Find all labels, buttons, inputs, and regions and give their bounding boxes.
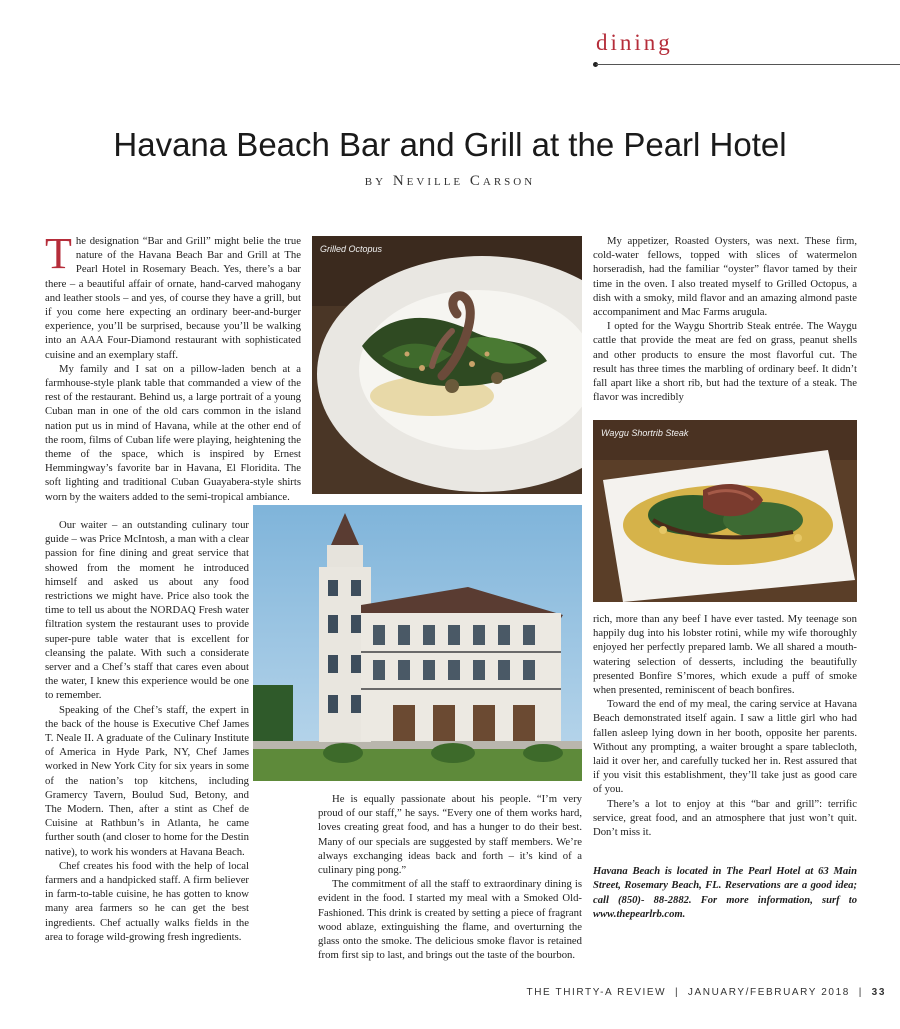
article-byline: by Neville Carson <box>364 173 536 189</box>
footer-issue: JANUARY/FEBRUARY 2018 <box>687 987 850 998</box>
photo-pearl-hotel <box>253 505 582 781</box>
page-number: 33 <box>871 987 886 998</box>
paragraph: The designation “Bar and Grill” might belie the true nature of the Havana Beach Bar and Grill at The Pearl Hotel in Rosemary Beach. Yes, there’s a bar there – a beautiful affair of ornate, hand-carved mahogany and leather stools – and yes, of course they have a grill, but if you come here expecting an ordinary beer-and-burger experience, you’ll be surprised, because you’ll be walking into an AAA Four-Diamond restaurant with sophisticated cuisine and an exemplary staff. <box>45 229 301 361</box>
paragraph: Chef creates his food with the help of local farmers and a handpicked staff. A firm believer in farm-to-table cuisine, he has gotten to know many area farmers so he can get the best ingredients. Chef actually walks fields in the area to forage wild-growing fresh ingredients. <box>45 859 249 943</box>
caption-waygu-steak: Waygu Shortrib Steak <box>601 428 689 438</box>
paragraph: rich, more than any beef I have ever tasted. My teenage son happily dug into his lobster rotini, while my wife thoroughly enjoyed her perfectly prepared lamb. We all shared a mouth-watering selection of desserts, including the beautifully presented Bonfire S’mores, which exude a puff of smoke when presented, reminiscent of beach bonfires. <box>593 613 857 697</box>
paragraph: Speaking of the Chef’s staff, the expert in the back of the house is Executive Chef James T. Neale II. A graduate of the Culinary Institute of America in Hyde Park, NY, Chef James worked in New York City for six years in some of the nation’s top kitchens, including Gramercy Tavern, Boulud Sud, Betony, and The Modern. Then, after a stint as Chef de Cuisine at Rathbun’s in Atlanta, he came further south (and closer to home for the Destin native), to work his wonders at Havana Beach. <box>45 703 249 858</box>
paragraph: Toward the end of my meal, the caring service at Havana Beach demonstrated itself again. I saw a little girl who had fallen asleep lying down in her booth, opposite her parents. Without any prompting, a waiter brought a spare tablecloth, laid it over her, and carefully tucked her in. Rest assured that if you visit this establishment, they’ll take just as good care of you. <box>593 698 857 796</box>
footer-publication: THE THIRTY-A REVIEW <box>526 987 667 998</box>
photo-waygu-steak <box>593 420 857 602</box>
caption-grilled-octopus: Grilled Octopus <box>320 244 383 254</box>
paragraph: I opted for the Waygu Shortrib Steak entrée. The Waygu cattle that provide the meat are fed on grass, peanut shells and other products to ensure the most flavorful cut. The result has three times the marbling of ordinary beef. It didn’t fall apart like a short rib, but had the texture of a steak. The flavor was incredibly <box>593 320 857 404</box>
location-info: Havana Beach is located in The Pearl Hotel at 63 Main Street, Rosemary Beach, FL. Reservations are a good idea; call (850)- 88-2882. For more information, surf to www.thepearlrb.com. <box>593 866 857 920</box>
paragraph: Our waiter – an outstanding culinary tour guide – was Price McIntosh, a man with a clear passion for fine dining and great service that showed from the moment he introduced himself and asked us about any food restrictions we might have. Price also took the time to tell us about the NORDAQ Fresh water filtration system the restaurant uses to provide super-pure table water that is excellent for cleansing the palate. With such a considerate server and a Chef’s staff that cares even about the water, I knew this experience would be one to remember. <box>45 519 249 702</box>
paragraph: The commitment of all the staff to extraordinary dining is evident in the food. I started my meal with a Smoked Old-Fashioned. This drink is created by setting a piece of fragrant wood ablaze, extinguishing the flame, and overturning the glass onto the smoke. The delicious smoke flavor is retained from first sip to last, and brings out the taste of the bourbon. <box>318 878 582 962</box>
column-3-top <box>593 234 857 404</box>
photo-grilled-octopus <box>312 236 582 494</box>
paragraph: My family and I sat on a pillow-laden bench at a farmhouse-style plank table that commanded a view of the rest of the restaurant. Behind us, a large portrait of a young Cuban man in one of the old cars common in the island nation put us in mind of Havana, while at the other end of the room, films of Cuban life were playing, heightening the theme of the space, which is inspired by Ernest Hemmingway’s favorite bar in Havana, El Floridita. The soft lighting and traditional Cuban Guayabera-style shirts worn by the waiters added to the semi-tropical ambiance. <box>45 362 301 503</box>
column-3-bottom <box>593 612 857 922</box>
footer-separator: | <box>854 987 868 998</box>
article-title: Havana Beach Bar and Grill at the Pearl Hotel <box>113 126 787 163</box>
column-1-middle <box>45 518 249 944</box>
page-footer <box>526 987 886 998</box>
footer-separator: | <box>670 987 684 998</box>
header-rule <box>596 64 900 65</box>
column-2 <box>318 792 582 962</box>
column-1-top <box>45 229 301 504</box>
paragraph: There’s a lot to enjoy at this “bar and grill”: terrific service, great food, and an atmosphere that just won’t quit. Don’t miss it. <box>593 797 857 839</box>
drop-cap: T <box>45 229 72 278</box>
paragraph: He is equally passionate about his people. “I’m very proud of our staff,” he says. “Every one of them works hard, loves creating great food, and has a hunger to do their best. Many of our specials are suggested by staff members. We’re always exchanging ideas back and forth – it’s kind of a culinary ping pong.” <box>318 793 582 877</box>
section-label: dining <box>596 30 673 55</box>
paragraph: My appetizer, Roasted Oysters, was next. These firm, cold-water fellows, topped with slices of watermelon horseradish, had the familiar “oyster” flavor tamed by their time in the oven. I also treated myself to Grilled Octopus, a dish with a smoky, mild flavor and an amazing almond paste accompaniment and Mac Farms arugula. <box>593 235 857 319</box>
